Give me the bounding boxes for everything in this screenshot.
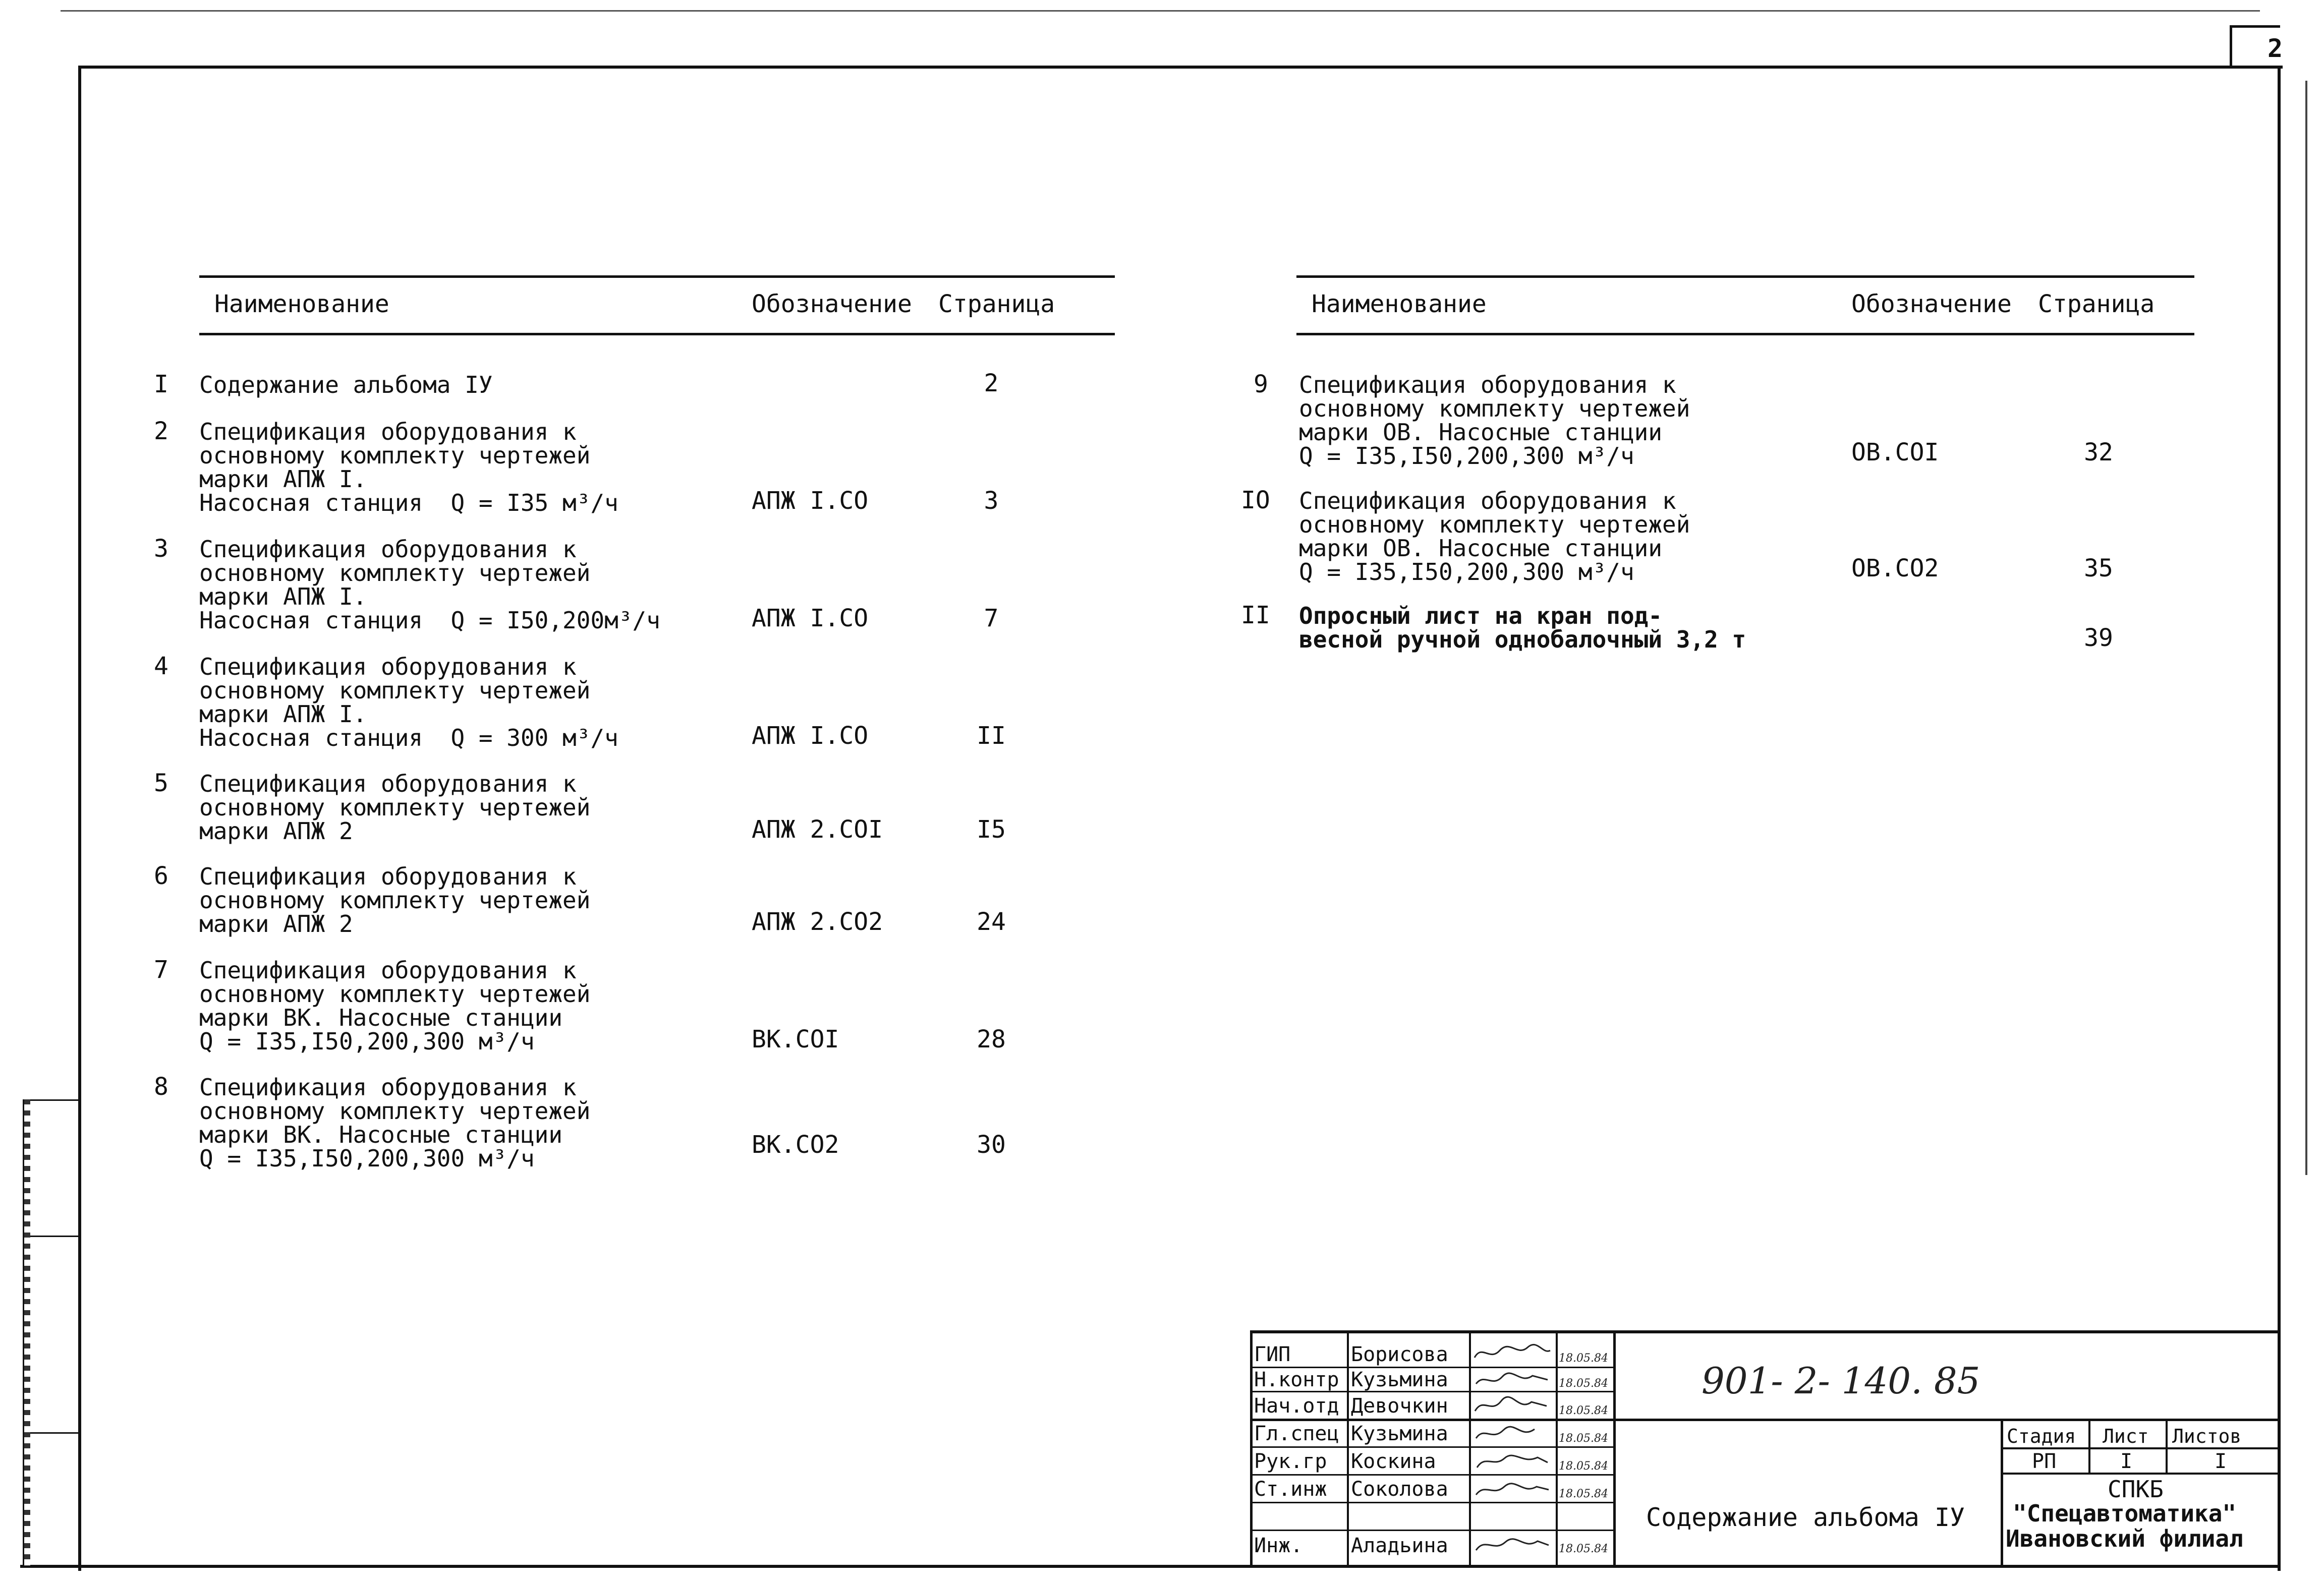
tb-row-sep (1250, 1419, 2281, 1421)
stage-header: Стадия (2007, 1425, 2076, 1447)
row-page: 7 (984, 604, 999, 632)
row-number: 5 (154, 769, 168, 797)
left-table-top-rule (199, 275, 1115, 278)
signature-mark (1472, 1341, 1553, 1365)
row-name: Спецификация оборудования к основному комплекту чертежей марки АПЖ I. Насосная станция Q = 300 м³/ч (199, 653, 618, 751)
right-table-header-rule (1296, 333, 2194, 335)
right-header-code: Обозначение (1851, 290, 2012, 318)
tb-col-sep (1469, 1330, 1471, 1568)
signature-mark (1472, 1532, 1553, 1557)
signatory-name: Кузьмина (1351, 1369, 1448, 1391)
tb-row-sep (1250, 1530, 1613, 1531)
binding-strip-line4 (30, 1432, 78, 1434)
signature-mark (1472, 1422, 1553, 1446)
row-code: АПЖ I.CO (752, 604, 869, 632)
row-number: 9 (1254, 370, 1268, 398)
signatory-name: Аладьина (1351, 1535, 1448, 1557)
row-page: II (977, 722, 1006, 750)
sheet-header: Лист (2103, 1425, 2149, 1447)
left-table-header-rule (199, 333, 1115, 335)
row-name: Спецификация оборудования к основному комплекту чертежей марки АПЖ 2 (199, 863, 591, 937)
tb-stage-col1 (2088, 1419, 2090, 1475)
sheet-title: Содержание альбома IУ (1646, 1503, 1965, 1532)
sheet-box-left (2230, 25, 2232, 69)
document-code: 901- 2- 140. 85 (1702, 1360, 1980, 1402)
top-edge-line (61, 10, 2260, 12)
sheet-value: I (2120, 1450, 2133, 1473)
row-name: Спецификация оборудования к основному комплекту чертежей марки ВК. Насосные станции Q = I35,I50,200,300 м³/ч (199, 957, 591, 1055)
tb-stage-row1 (2001, 1447, 2281, 1449)
row-name: Спецификация оборудования к основному комплекту чертежей марки АПЖ 2 (199, 770, 591, 845)
signatory-date: 18.05.84 (1559, 1488, 1608, 1500)
tb-col-sep (1556, 1330, 1558, 1568)
signatory-name: Соколова (1351, 1478, 1448, 1500)
signatory-date: 18.05.84 (1559, 1377, 1608, 1390)
org-line-1: СПКБ (2108, 1476, 2164, 1503)
signatory-name: Борисова (1351, 1343, 1448, 1366)
tb-col-sep (1347, 1330, 1349, 1568)
row-code: ВК.CO2 (752, 1131, 839, 1159)
signature-mark (1472, 1394, 1553, 1418)
tb-top-rule (1250, 1330, 2281, 1333)
signature-mark (1472, 1449, 1553, 1474)
sheet-box-top (2230, 25, 2280, 28)
row-code: АПЖ 2.CO2 (752, 908, 883, 936)
row-name: Спецификация оборудования к основному комплекту чертежей марки АПЖ I. Насосная станция Q = I35 м³/ч (199, 418, 618, 516)
outer-right-line (2305, 81, 2307, 1175)
row-number: 6 (154, 862, 168, 890)
row-name: Спецификация оборудования к основному комплекту чертежей марки ОВ. Насосные станции Q = I35,I50,200,300 м³/ч (1299, 371, 1690, 470)
row-name: Спецификация оборудования к основному комплекту чертежей марки ОВ. Насосные станции Q = I35,I50,200,300 м³/ч (1299, 487, 1690, 585)
signatory-date: 18.05.84 (1559, 1432, 1608, 1445)
row-code: ВК.COI (752, 1025, 839, 1053)
binding-strip-line3 (30, 1236, 78, 1237)
row-name: Опросный лист на кран под- весной ручной однобалочный 3,2 т (1299, 602, 1746, 653)
row-number: I (154, 370, 168, 398)
signature-mark (1472, 1369, 1553, 1391)
signatory-name: Девочкин (1351, 1395, 1448, 1417)
row-code: ОВ.CO2 (1851, 554, 1939, 582)
left-header-page: Страница (938, 290, 1055, 318)
sheets-header: Листов (2172, 1425, 2242, 1447)
row-number: 2 (154, 417, 168, 445)
right-header-name: Наименование (1312, 290, 1487, 318)
tb-col-sep (1613, 1330, 1616, 1568)
row-code: ОВ.COI (1851, 438, 1939, 466)
row-page: 3 (984, 487, 999, 515)
binding-strip-line2 (30, 1099, 78, 1101)
row-code: АПЖ I.CO (752, 722, 869, 750)
signatory-role: Инж. (1254, 1535, 1303, 1557)
signatory-name: Кузьмина (1351, 1423, 1448, 1445)
sheet-number: 2 (2268, 34, 2283, 63)
signatory-date: 18.05.84 (1559, 1404, 1608, 1417)
row-name: Спецификация оборудования к основному комплекту чертежей марки АПЖ I. Насосная станция Q = I50,200м³/ч (199, 536, 660, 634)
signature-mark (1472, 1478, 1553, 1502)
binding-strip-marks (24, 1099, 30, 1566)
right-header-page: Страница (2038, 290, 2155, 318)
signatory-role: Гл.спец (1254, 1423, 1339, 1445)
signatory-date: 18.05.84 (1559, 1460, 1608, 1473)
signatory-date: 18.05.84 (1559, 1543, 1608, 1555)
signatory-role: Рук.гр (1254, 1450, 1327, 1473)
row-code: АПЖ 2.COI (752, 815, 883, 844)
row-page: I5 (977, 815, 1006, 844)
row-page: 24 (977, 908, 1006, 936)
signatory-role: Нач.отд (1254, 1395, 1339, 1417)
signatory-date: 18.05.84 (1559, 1352, 1608, 1365)
tb-stage-col2 (2166, 1419, 2168, 1475)
signatory-role: Н.контр (1254, 1369, 1339, 1391)
tb-left-rule (1250, 1330, 1253, 1568)
right-table-top-rule (1296, 275, 2194, 278)
signatory-role: Ст.инж (1254, 1478, 1327, 1500)
row-page: 35 (2084, 554, 2113, 582)
tb-stage-left (2001, 1419, 2003, 1568)
row-number: 4 (154, 652, 168, 680)
frame-left (78, 66, 81, 1571)
signatory-name: Коскина (1351, 1450, 1436, 1473)
frame-top (78, 66, 2283, 69)
row-name: Спецификация оборудования к основному комплекту чертежей марки ВК. Насосные станции Q = I35,I50,200,300 м³/ч (199, 1074, 591, 1172)
row-number: II (1241, 601, 1270, 629)
row-number: 3 (154, 535, 168, 563)
row-number: IO (1241, 486, 1270, 514)
row-page: 32 (2084, 438, 2113, 466)
tb-stage-row2 (2001, 1473, 2281, 1475)
signatory-role: ГИП (1254, 1343, 1291, 1366)
stage-value: РП (2032, 1450, 2057, 1473)
row-page: 28 (977, 1025, 1006, 1053)
row-page: 2 (984, 369, 999, 397)
row-name: Содержание альбома IУ (199, 371, 493, 398)
row-page: 30 (977, 1131, 1006, 1159)
row-code: АПЖ I.CO (752, 487, 869, 515)
left-header-code: Обозначение (752, 290, 912, 318)
sheets-value: I (2215, 1450, 2227, 1473)
row-page: 39 (2084, 624, 2113, 652)
title-block (1250, 1330, 2281, 1568)
left-header-name: Наименование (214, 290, 389, 318)
row-number: 7 (154, 956, 168, 984)
org-line-3: Ивановский филиал (2006, 1525, 2243, 1552)
org-line-2: "Спецавтоматика" (2013, 1500, 2237, 1527)
row-number: 8 (154, 1073, 168, 1101)
